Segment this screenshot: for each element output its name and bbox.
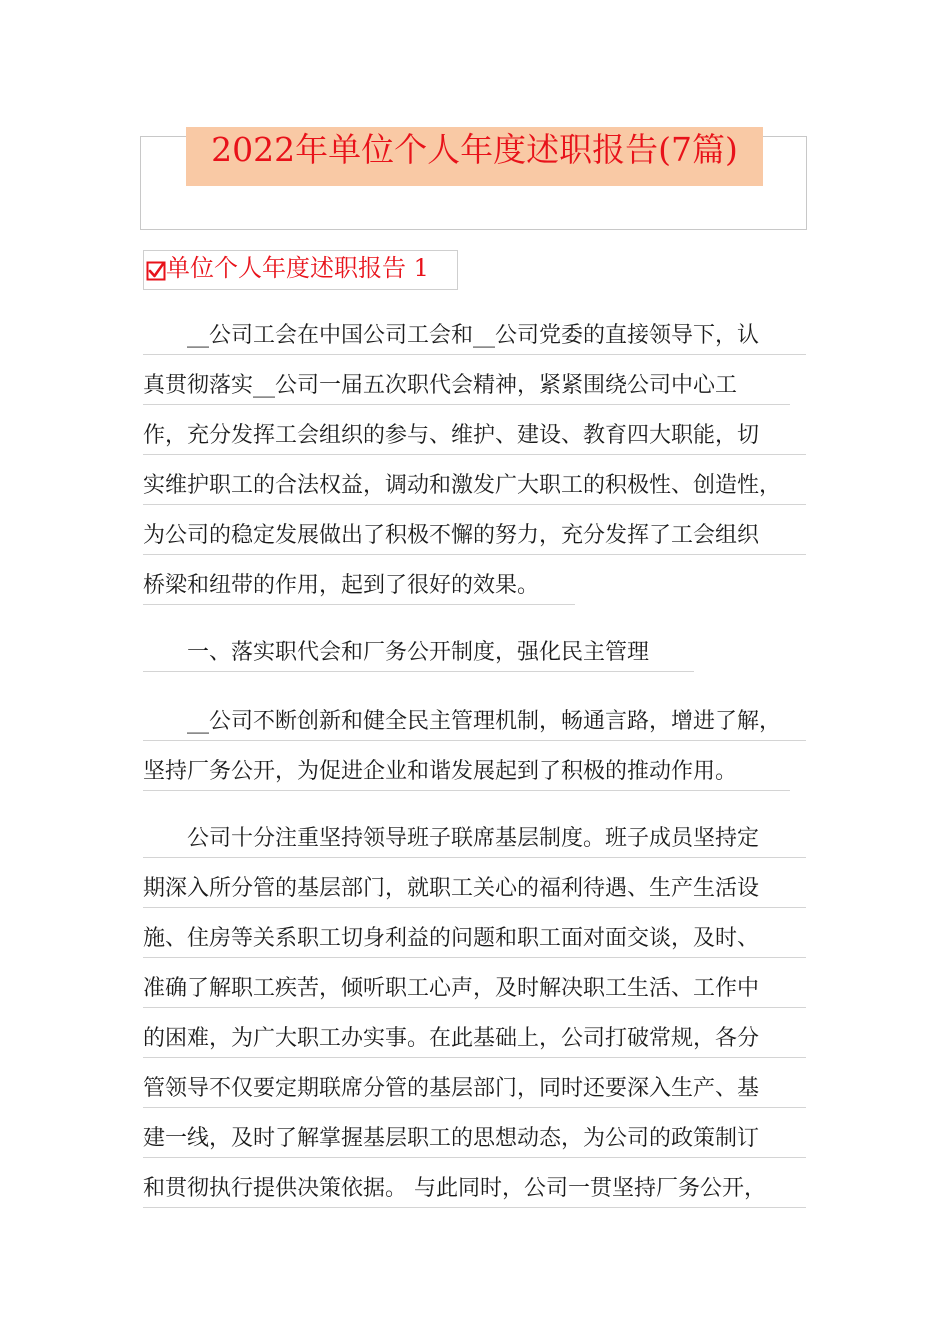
paragraph-line: 管领导不仅要定期联席分管的基层部门，同时还要深入生产、基: [143, 1072, 806, 1108]
document-title: 2022年单位个人年度述职报告(7篇): [211, 130, 738, 169]
paragraph-line: 准确了解职工疾苦，倾听职工心声，及时解决职工生活、工作中: [143, 972, 806, 1008]
paragraph-line: 作，充分发挥工会组织的参与、维护、建设、教育四大职能，切: [143, 419, 806, 455]
paragraph-line: 真贯彻落实__公司一届五次职代会精神，紧紧围绕公司中心工: [143, 369, 790, 405]
paragraph-line: 实维护职工的合法权益，调动和激发广大职工的积极性、创造性，: [143, 469, 806, 505]
paragraph-line: 施、住房等关系职工切身利益的问题和职工面对面交谈，及时、: [143, 922, 806, 958]
paragraph-line: __公司工会在中国公司工会和__公司党委的直接领导下，认: [143, 319, 806, 355]
paragraph-line: 一、落实职代会和厂务公开制度，强化民主管理: [143, 636, 694, 672]
section-heading-text: 单位个人年度述职报告 1: [166, 254, 429, 282]
paragraph-line: 公司十分注重坚持领导班子联席基层制度。班子成员坚持定: [143, 822, 806, 858]
checkbox-checked-icon: [146, 261, 166, 281]
section-heading: [143, 250, 458, 290]
paragraph-line: 桥梁和纽带的作用，起到了很好的效果。: [143, 569, 575, 605]
paragraph-line: 建一线，及时了解掌握基层职工的思想动态，为公司的政策制订: [143, 1122, 806, 1158]
paragraph-line: 坚持厂务公开，为促进企业和谐发展起到了积极的推动作用。: [143, 755, 790, 791]
paragraph-line: 和贯彻执行提供决策依据。 与此同时，公司一贯坚持厂务公开，: [143, 1172, 806, 1208]
paragraph-line: 期深入所分管的基层部门，就职工关心的福利待遇、生产生活设: [143, 872, 806, 908]
paragraph-line: __公司不断创新和健全民主管理机制，畅通言路，增进了解，: [143, 705, 806, 741]
paragraph-line: 的困难，为广大职工办实事。在此基础上，公司打破常规，各分: [143, 1022, 806, 1058]
paragraph-line: 为公司的稳定发展做出了积极不懈的努力，充分发挥了工会组织: [143, 519, 806, 555]
